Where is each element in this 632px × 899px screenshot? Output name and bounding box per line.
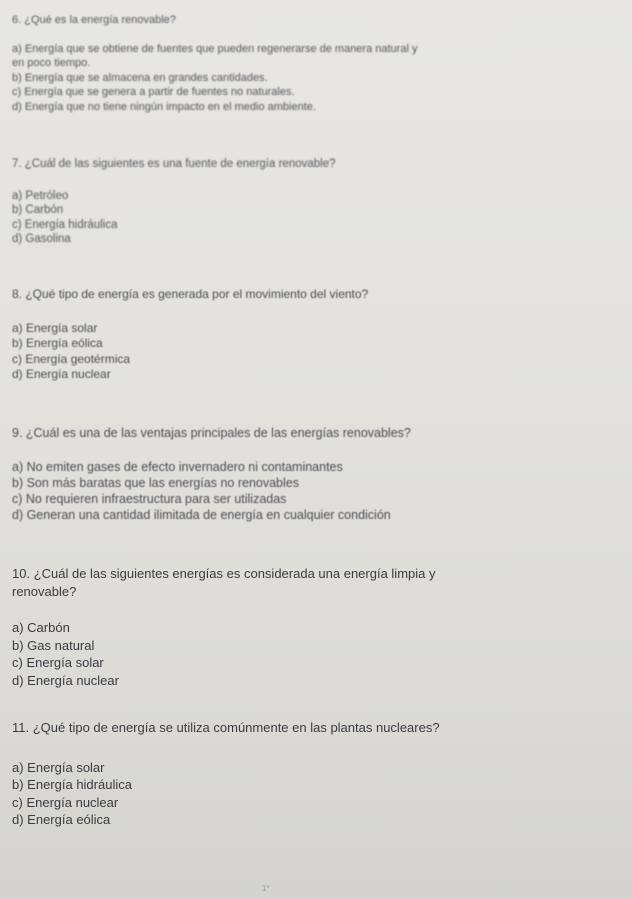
question-9: [12, 425, 628, 523]
question-8-title: 8. ¿Qué tipo de energía es generada por el movimiento del viento?: [12, 287, 369, 301]
question-10-option-c: c) Energía solar: [12, 655, 104, 670]
question-9-option-d: d) Generan una cantidad ilimitada de energía en cualquier condición: [12, 508, 391, 522]
question-7-option-a: a) Petróleo: [12, 189, 69, 202]
question-11-option-a: a) Energía solar: [12, 759, 105, 775]
question-6-title: 6. ¿Qué es la energía renovable?: [12, 14, 176, 26]
question-10-option-a: a) Carbón: [12, 620, 70, 635]
question-8-option-a: a) Energía solar: [12, 320, 98, 335]
question-6: [12, 13, 628, 114]
question-8-option-c: c) Energía geotérmica: [12, 351, 131, 366]
question-10-title-cont: renovable?: [12, 583, 77, 599]
question-8: [12, 287, 628, 383]
question-11-option-d: d) Energía eólica: [12, 812, 111, 827]
question-10-option-b: b) Gas natural: [12, 637, 95, 653]
question-6-option-d: d) Energía que no tiene ningún impacto en el medio ambiente.: [12, 100, 316, 113]
question-11: [12, 719, 628, 829]
question-6-option-c: c) Energía que se genera a partir de fuentes no naturales.: [12, 86, 295, 98]
question-7-option-b: b) Carbón: [12, 204, 64, 216]
question-9-option-c: c) No requieren infraestructura para ser utilizadas: [12, 492, 287, 506]
question-11-option-c: c) Energía nuclear: [12, 794, 119, 810]
page-mark: 1*: [262, 884, 270, 893]
question-6-option-a: a) Energía que se obtiene de fuentes que pueden regenerarse de manera natural y: [12, 42, 418, 55]
question-11-option-b: b) Energía hidráulica: [12, 777, 132, 792]
question-6-option-b: b) Energía que se almacena en grandes cantidades.: [12, 71, 268, 84]
question-7-option-c: c) Energía hidráulica: [12, 218, 118, 231]
question-6-option-a-cont: en poco tiempo.: [12, 57, 91, 69]
question-10-title: 10. ¿Cuál de las siguientes energías es considerada una energía limpia y: [12, 566, 436, 581]
question-9-option-b: b) Son más baratas que las energías no renovables: [12, 476, 299, 490]
question-8-option-d: d) Energía nuclear: [12, 367, 111, 381]
question-11-title: 11. ¿Qué tipo de energía se utiliza comúnmente en las plantas nucleares?: [12, 720, 440, 735]
question-7-title: 7. ¿Cuál de las siguientes es una fuente de energía renovable?: [12, 158, 336, 170]
question-10: [12, 565, 628, 689]
question-10-option-d: d) Energía nuclear: [12, 672, 119, 688]
question-7-option-d: d) Gasolina: [12, 233, 71, 245]
question-9-option-a: a) No emiten gases de efecto invernadero ni contaminantes: [12, 460, 343, 474]
question-9-title: 9. ¿Cuál es una de las ventajas principales de las energías renovables?: [12, 426, 411, 440]
question-7: [12, 157, 628, 247]
question-8-option-b: b) Energía eólica: [12, 336, 103, 350]
